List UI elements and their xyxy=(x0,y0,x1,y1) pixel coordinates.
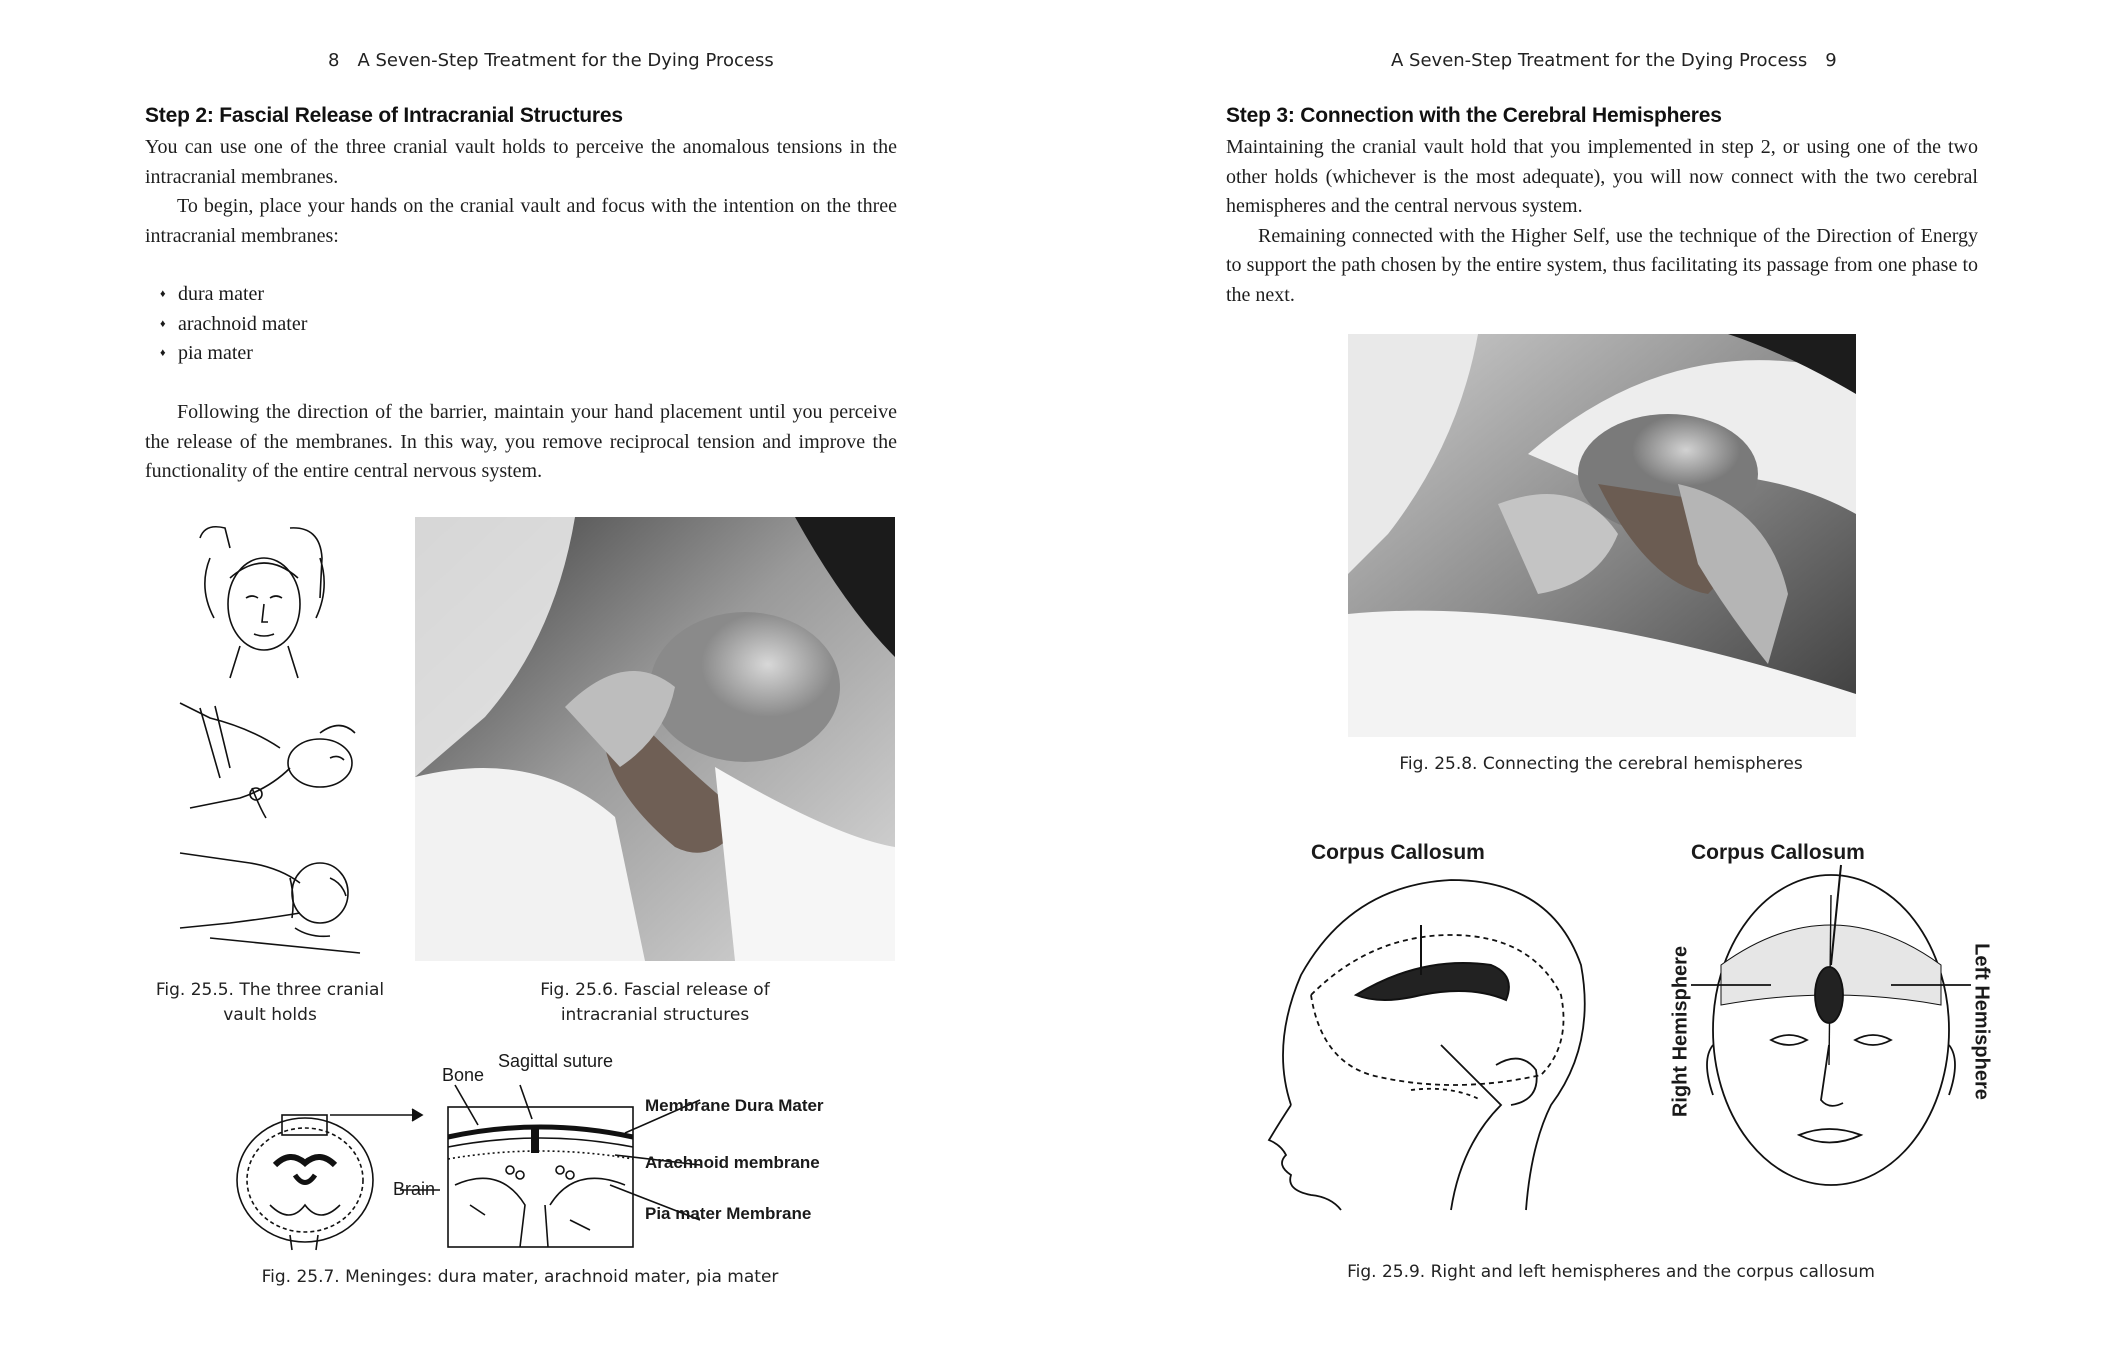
fig-25-5-caption-line-1: Fig. 25.5. The three cranial xyxy=(155,980,385,1000)
running-title-left: A Seven-Step Treatment for the Dying Process xyxy=(357,50,774,71)
fig-25-6-photo xyxy=(415,517,895,961)
list-item: ♦ dura mater xyxy=(160,280,307,310)
fig-25-9-hemispheres-diagram xyxy=(1251,841,2031,1215)
step-2-paragraph-2: To begin, place your hands on the cranial vault and focus with the intention on the three intracranial membranes: xyxy=(145,195,897,247)
label-pia-mater: Pia mater Membrane xyxy=(645,1204,812,1223)
fig-25-5-caption-line-2: vault holds xyxy=(223,1005,317,1025)
cerebral-hemispheres-photo xyxy=(1348,334,1856,737)
label-sagittal-suture: Sagittal suture xyxy=(498,1051,614,1071)
list-item: ♦ pia mater xyxy=(160,339,307,369)
hemispheres-illustration xyxy=(1251,845,2031,1215)
fig-25-6-caption xyxy=(500,978,810,1028)
step-3-paragraph-1: Maintaining the cranial vault hold that you implemented in step 2, or using one of the two other holds (whichever is the most adequate), you will now connect with the two cerebral hemispheres and the central nervous system. xyxy=(1226,136,1978,217)
label-dura-mater: Membrane Dura Mater xyxy=(645,1096,824,1115)
fig-25-9-caption: Fig. 25.9. Right and left hemispheres and the corpus callosum xyxy=(1347,1262,1875,1282)
fig-25-5-holds-drawing xyxy=(170,518,370,961)
fig-25-8-caption: Fig. 25.8. Connecting the cerebral hemispheres xyxy=(1399,754,1803,774)
running-head-left xyxy=(310,50,774,71)
fig-25-6-caption-line-2: intracranial structures xyxy=(560,1005,750,1025)
fig-25-5-caption xyxy=(140,978,400,1028)
step-3-paragraph-2: Remaining connected with the Higher Self, use the technique of the Direction of Energy to support the path chosen by the entire system, thus facilitating its passage from one phase to the next. xyxy=(1226,224,1978,306)
label-arachnoid: Arachnoid membrane xyxy=(645,1153,820,1172)
running-title-right: A Seven-Step Treatment for the Dying Process xyxy=(1391,50,1808,71)
fig-25-8-photo xyxy=(1348,334,1856,737)
label-bone: Bone xyxy=(442,1065,485,1085)
cranial-holds-illustration xyxy=(170,518,370,961)
step-2-paragraph-1: You can use one of the three cranial vault holds to perceive the anomalous tensions in the intracranial membranes. xyxy=(145,136,897,188)
fascial-release-photo xyxy=(415,517,895,961)
step-2-closing xyxy=(145,398,897,487)
step-2-intro xyxy=(145,133,897,251)
fig-25-6-caption-line-1: Fig. 25.6. Fascial release of xyxy=(540,980,770,1000)
membrane-list xyxy=(160,280,307,369)
label-corpus-callosum-front: Corpus Callosum xyxy=(1691,841,1865,864)
fig-25-7-meninges-diagram xyxy=(230,1051,850,1255)
step-3-heading: Step 3: Connection with the Cerebral Hemispheres xyxy=(1226,104,1722,127)
label-left-hemisphere: Left Hemisphere xyxy=(1970,943,1993,1100)
page-number-left: 8 xyxy=(328,50,340,71)
page-number-right: 9 xyxy=(1825,50,1837,71)
right-page xyxy=(1061,0,2121,1372)
label-corpus-callosum-profile: Corpus Callosum xyxy=(1311,841,1485,864)
label-right-hemisphere: Right Hemisphere xyxy=(1669,945,1692,1118)
running-head-right xyxy=(1391,50,1855,71)
list-item: ♦ arachnoid mater xyxy=(160,310,307,340)
step-2-heading: Step 2: Fascial Release of Intracranial Structures xyxy=(145,104,623,127)
fig-25-7-caption: Fig. 25.7. Meninges: dura mater, arachnoid mater, pia mater xyxy=(261,1267,779,1287)
step-2-paragraph-3: Following the direction of the barrier, maintain your hand placement until you perceive the release of the membranes. In this way, you remove reciprocal tension and improve the functionality of the entire central nervous system. xyxy=(145,401,897,482)
label-brain: Brain xyxy=(393,1179,436,1199)
step-3-text xyxy=(1226,133,1978,310)
left-page xyxy=(0,0,1060,1372)
